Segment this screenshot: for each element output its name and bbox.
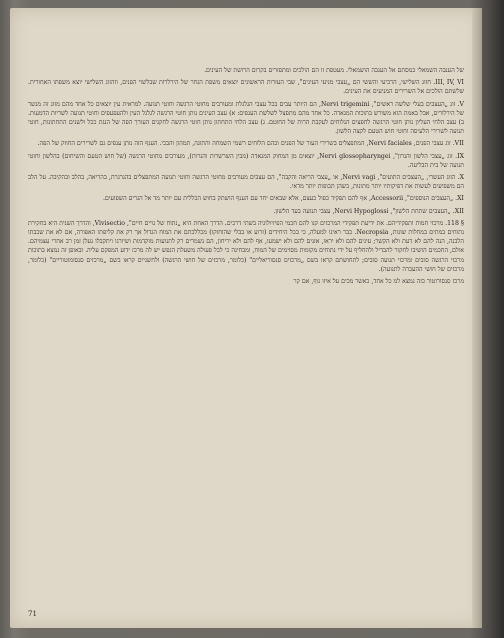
paragraph-2: III, IV, VI. חזוג השלישי, הרביעי והששי הם „עצבי מניעי העינים", שבי העזרות הראשונים יוצאים משפת הנחר של הירלרות שבלשוי הפנים, וזהזוג השלישי יוצא משפתו האחורית. שלשתם הולכים אל השרירים המניעים את העינים. <box>28 79 464 96</box>
body-text <box>28 66 464 289</box>
page-number: 71 <box>28 610 37 618</box>
paragraph-5: IX. זוג „עצבי הלשון והגרון", Nervi glossopharyngei, יוצאים מן המחוק המגאדה (מבין השרשרות והנרות), מעורבים מחוטי הרגשה (של חוש הטעם והשיחום) בהלשון וחוטי תנועה של בית הבליעה. <box>28 152 464 169</box>
paragraph-8: XII. „העצבים שתחת הלשון", Nervi Hypoglossi, עצבי תנועה בעד הלשון. <box>273 207 464 215</box>
paragraph-7: XI. „העצבים הנוספים", Accessorii, אף להם תפקיד כפול כעצם, אלא שבאים יחד עם הענף הושתק בחוש הכללית עם יותר מד אל הגרים השפועים. <box>102 195 464 203</box>
page-sheet <box>10 8 482 628</box>
paragraph-3: V. זוג „העצבים בעלי שלשה ראשים", Nervi trigemini, הם היותר עבים בכל עצבי הגלגלת ומעורבים מחוטי הרגשה וחוטי תנועה. למראית עין יוצאים כל אחד מהם מזוג זה מנשר של הירלורים, אבל באמת הוא משורש בתוכות המגאדה. כל אחד מהם מתפצל לשלשת הענפים: א) עצב העינים נותן חוטי הרגשה לגלגל העין ולהעפעפים וחוטי תנועה לשריות הדמעות. ב) עצב הלחי העליון נותן חוטי הרגשה לחפצים הנלוחים לעקבת הרות של החוטם. ג) עצב הלחי התחתון נותן חוטי הרגשה לחקנים העורך הפה של הנגת ככל ולשנים התחתונות, חוטי תנועה לשרירי הלעיסה וחוטי חוש הטעם לקצה הלשון. <box>28 100 464 136</box>
paragraph-4: VII. זוג עצבי הפנים, Nervi faciales, המתפצלים בשרירי העור של הפנים ובהם הלוחים רשמי השמחה והתוגה, תמהון והבכי. הענף הזה נותן ענפים גם לשרירים החוזק של הפה. <box>37 140 464 148</box>
paragraph-10: מרכז סנסורוטור כזה נמצא למ כל אחד, כאשר מכים על איזו גוף, אם קר <box>293 278 464 286</box>
paragraph-9: § 118. מרכזי חמות ותפקידיהם. את ידיעת תפקידי המרכזים קנו להם חכמי הפיזיולוגיה בשתי דרכים. הדרך האחת היא „נתוח של גויים חיים", Vivisectio, והדרך השנית היא בחקירת נתוחים במתים במחלות שונות, Necropsia. כבר ראינו למעלה, כי בכל היחידים (זרוע או בבלי שהוחזקו) מכללכתם את המוח הגדול אך רק את קליפתו האפורה, אם לא את שכבתו הלבנה, הנה להם לא דעת ולא הקשר; עינים להם ולא יראו, אזנים להם ולא ישמעו, אף להם ולא יריחון, הם נשמרים רק לתנועות מוקדמות ושיורגו ויתקבלו נעלן זמן רב אחרי עצמיהם. אולם, החכמים הושיבו לחקור להבדיל ולהחליף על ידי נתוחים מקומות מסוימים של המוח, ומבחינה כי לכל פעולה משעלת הנפש יש לה מרכז ידוע המפקם עליה. ובאופן זה נמצא בתוכות מרכזי הרגשה סובים ומרכזי תנועה סובים; לתחושתם קראו בשם „מרכזים סנסוריאליים" (כלומר, מרכזים של חושי הרגשה) ולחשניים קראו בשם „מרכזים סנסומוטוריים" (כלומר, מרכזים של חושי ההעברה לתנועה). <box>28 219 464 273</box>
book-gutter <box>472 8 482 628</box>
paragraph-1: של הענבה השמאלי כמסתם אל הענבה הושמאלי. מעטפת זו הם הולכים ומתפזרים בקרום הרושת של העינים. <box>204 67 464 74</box>
paragraph-6: X. הזוג העשרי, „העצבים התועים", Nervi vagi, או „עצבי הריאה והקבה", הם עצבים מעורבים מחוטי הרגשה וחוטי תנועה המתפצלים בהגרגרת, בהריאה, בהלב ובהקיבה. על הלב הם משפיעים לעשות את דפיקותיו יותר מתונות, כשהן תכופות יותר מדאי. <box>28 174 465 191</box>
